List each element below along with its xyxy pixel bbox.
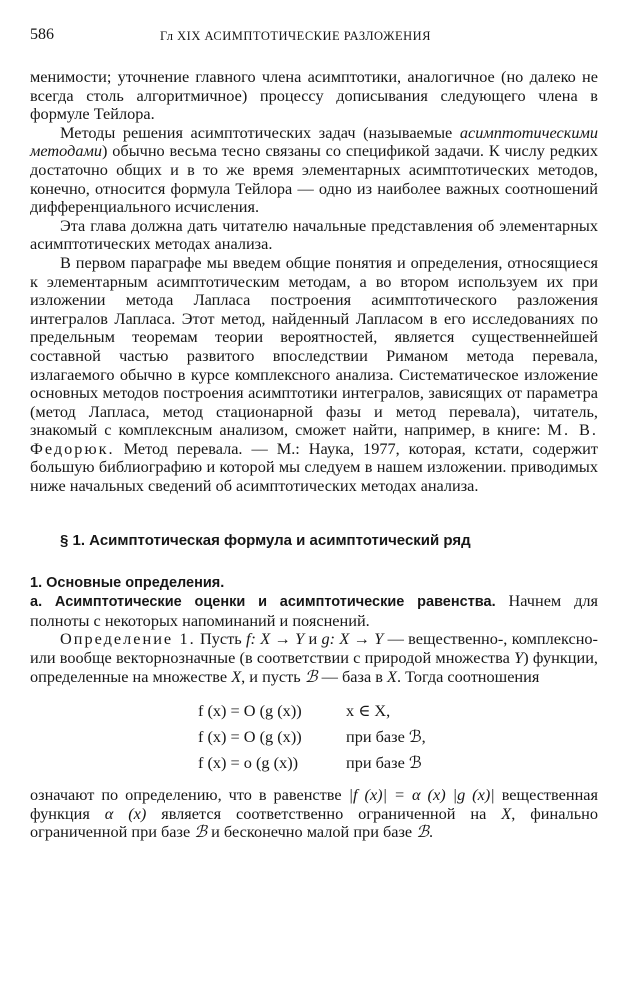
math-X: X [387,666,397,686]
text-span: В первом параграфе мы введем общие понятия и определения, относящиеся к элементарным асимптотическим методам, а во втором используем их при изложении метода Лапласа построения асимптотического разложения интегралов Лапласа. Этот метод, найденный Лапласом в его исследованиях по предельным теоремам теории вероятностей, является существеннейшей составной частью развитого впоследствии Риманом метода перевала, излагаемого обычно в курсе комплексного анализа. Систематическое изложение основных методов построения асимптотики интегралов, зависящих от параметра (метод Лапласа, метод стационарной фазы и метод перевала), читатель, знакомый с комплексным анализом, сможет найти, например, в книге: [30,252,598,440]
text-span: Пусть [195,629,246,649]
formula-condition: при базе ℬ [346,753,422,773]
text-span: и [304,629,322,649]
formula-lhs: f (x) = O (g (x)) [198,701,302,721]
math-Y: Y [514,648,524,668]
paragraph-methods [30,124,598,217]
formula-row [198,724,598,750]
author-name: М. В. Федорюк. [30,420,598,458]
math-equality: |f (x)| = α (x) |g (x)| [348,785,495,805]
text-span: . [429,822,434,842]
math-f-map: f: X → Y [245,629,305,649]
formula-lhs: f (x) = O (g (x)) [198,727,302,747]
math-base: ℬ [416,822,430,842]
item-a-title: а. Асимптотические оценки и асимптотические равенства. [30,594,496,611]
section-title: § 1. Асимптотическая формула и асимптотический ряд [60,531,471,549]
text-span: вещественная функция [30,785,598,823]
text-span: — база в [317,666,387,686]
paragraph-overview [30,254,598,496]
paragraph-chapter-goal: Эта глава должна дать читателю начальные представления об элементарных асимптотических методах анализа. [30,215,598,254]
formula-lhs: f (x) = o (g (x)) [198,753,299,773]
page-body [30,68,598,842]
page-header [30,26,598,48]
text-span: Методы решения асимптотических задач (называемые [60,122,460,142]
text-span: ) обычно весьма тесно связаны со спецификой задачи. К числу редких достаточно общих и в то же время элементарных асимптотических методов, конечно, относится формула Тейлора — одно из наиболее важных соотношений дифференциального исчисления. [30,141,598,217]
text-span: — вещественно-, комплексно- или вообще векторнозначные (в соответствии с природой множества [30,629,598,668]
subsection-title: 1. Основные определения. [30,574,225,591]
formula-row [198,698,598,724]
running-head: Гл XIX АСИМПТОТИЧЕСКИЕ РАЗЛОЖЕНИЯ [160,29,431,43]
text-span: означают по определению, что в равенстве [30,785,349,805]
text-span: . Тогда соотношения [396,666,540,686]
formula-row [198,750,598,776]
formula-block [198,698,598,776]
item-a [30,592,598,630]
paragraph-continuation: менимости; уточнение главного члена асимптотики, аналогичное (но далеко не всегда столь алгоритмичное) процессу дописывания следующего члена в формуле Тейлора. [30,67,598,124]
formula-condition: при базе ℬ, [346,727,426,747]
definition-paragraph [30,630,598,686]
term-emphasis: асимптотическими методами [30,122,598,161]
text-span: ) функции, определенные на множестве [30,648,598,686]
math-X: X [501,803,512,823]
text-span: является соответственно ограниченной на [146,803,502,823]
text-span: и бесконечно малой при базе [207,822,417,842]
math-g-map: g: X → Y [321,629,384,649]
text-span: , финально ограниченной при базе [30,803,598,842]
page-number: 586 [30,26,54,43]
text-span: Метод перевала. — М.: Наука, 1977, которая, кстати, содержит большую библиографию и которой мы следуем в нашем изложении. приводимых ниже начальных сведений об асимптотических методах анализа. [30,438,598,496]
math-base: ℬ [194,822,208,842]
formula-condition: x ∈ X, [346,701,391,721]
text-span: , и пусть [241,666,305,686]
math-alpha: α (x) [104,803,147,823]
closing-paragraph [30,786,598,842]
math-base: ℬ [304,666,318,686]
definition-label: Определение 1. [60,629,196,649]
math-X: X [231,666,242,686]
item-a-text: Начнем для полноты с некоторых напоминаний и пояснений. [30,591,598,630]
